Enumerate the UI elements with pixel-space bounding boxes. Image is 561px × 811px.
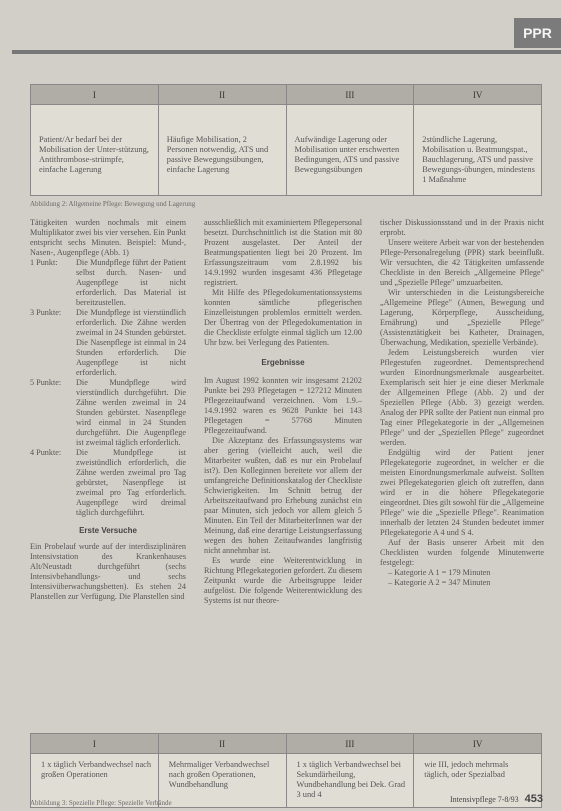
point-text: Die Mundpflege ist vierstündlich erforderlich. Die Zähne werden zweimal in 24 Stunden gebürstet. Die Nasenpflege ist einmal in 24 Stunden erforderlich. Die Augenpflege ist nicht erforderlich. [76, 308, 186, 377]
table-cell: 1 x täglich Verbandwechsel bei Sekundärheilung, Wundbehandlung bei Dek. Grad 3 und 4 [286, 754, 414, 807]
table-cell: 2stündliche Lagerung, Mobilisation u. Beatmungspat., Bauchlagerung, ATS und passive Bewegungs-übungen, mindestens 1 Maßnahme [413, 105, 541, 195]
paragraph: Die Akzeptanz des Erfassungssystems war aber gering (vielleicht auch, weil die Mitarbeiter wußten, daß es nur ein Probelauf ist?). Den Kolleginnen bereitete vor allem der umfangreiche Definitionskatalog der Checkliste Schwierigkeiten. Im Schnitt betrug der Arbeitszeitaufwand pro Erhebung zunächst ein paar Minuten, sich jedoch vor allem gleich 5 Minuten. Ein Teil der MitarbeiterInnen war der Meinung, daß eine derartige Leistungserfassung wegen des hohen Zeitaufwandes langfristig nicht annehmbar ist. [204, 436, 362, 555]
point-text: Die Mundpflege wird vierstündlich durchgeführt. Die Zähne werden zweimal in 24 Stunden gebürstet. Nasenpflege wird einmal in 24 Stunden durchgeführt. Die Augenpflege ist zweimal täglich erforderlich. [76, 378, 186, 447]
page-number: 453 [524, 793, 543, 805]
table-header-cell: III [286, 734, 414, 753]
list-item: – Kategorie A 2 = 347 Minuten [388, 578, 544, 588]
point-item [30, 378, 186, 448]
page-footer [450, 793, 543, 805]
header-rule [12, 50, 561, 54]
paragraph: Ein Probelauf wurde auf der interdisziplinären Intensivstation des Krankenhauses Alt/Neustadt durchgeführt (sechs Intensivbehandlungs- und sechs Intensivüberwachungsbetten). Es stehen 24 Planstellen zur Verfügung. Die Planstellen sind [30, 542, 186, 601]
table-cell: 1 x täglich Verbandwechsel nach großen Operationen [41, 760, 152, 779]
section-heading: Erste Versuche [79, 526, 137, 535]
minutes-list [380, 568, 544, 588]
point-label: 1 Punkt: [30, 258, 58, 267]
figure-caption: Abbildung 2: Allgemeine Pflege: Bewegung und Lagerung [30, 200, 196, 208]
table-cell: Mehrmaliger Verbandwechsel nach großen Operationen, Wundbehandlung [158, 754, 286, 807]
paragraph: Es wurde eine Weiterentwicklung in Richtung Pflegekategorien gefordert. Zu diesem Zeitpunkt wurde die Arbeitsgruppe leider aufgelöst. Die folgende Weiterentwicklung des Systems ist nur theore- [204, 556, 363, 605]
table-general-care [30, 84, 542, 196]
table-cell: Aufwändige Lagerung oder Mobilisation unter erschwerten Bedingungen, ATS und passive Bewegungsübungen [286, 105, 414, 195]
table-header-cell: IV [413, 734, 541, 753]
table-cell: Patient/Ar bedarf bei der Mobilisation der Unter-stützung, Antithrombose-strümpfe, einfache Lagerung [39, 135, 149, 174]
table-header-cell: I [92, 739, 96, 749]
table-header-cell: I [92, 90, 96, 100]
paragraph: Auf der Basis unserer Arbeit mit den Checklisten wurden folgende Minutenwerte festgelegt: [380, 538, 544, 567]
journal-name: Intensivpflege 7-8/93 [449, 795, 519, 804]
text-column-1 [30, 218, 186, 602]
table-header-row [31, 85, 541, 105]
table-cell: Häufige Mobilisation, 2 Personen notwendig, ATS und passive Bewegungsübungen, einfache Lagerung [158, 105, 286, 195]
section-tab: PPR [514, 18, 561, 48]
section-heading: Ergebnisse [261, 358, 305, 367]
point-item [30, 308, 186, 378]
paragraph: Endgültig wird der Patient jener Pflegekategorie zugeordnet, in welcher er die meisten Einordnungsmerkmale aufweist. Sollten zwei Pflegekategorien gleich oft zutreffen, dann wird er in die höhere Pflegekategorie eingeordnet. Dies gilt sowohl für die „Allgemeine Pflege" wie die „Spezielle Pflege". Reanimation innerhalb der letzten 24 Stunden bedeutet immer Pflegekategorie A 4 und S 4. [380, 448, 544, 537]
paragraph: ausschließlich mit examiniertem Pflegepersonal besetzt. Durchschnittlich ist die Station mit 80 Prozent ausgelastet. Der Anteil der Beatmungspatienten liegt bei 20 Prozent. Im Erfassungszeitraum vom 2.8.1992 bis 14.9.1992 wurden insgesamt 436 Pflegetage registriert. [204, 218, 362, 287]
table-header-cell: IV [413, 85, 541, 104]
table-row [31, 105, 541, 195]
paragraph: Mit Hilfe des Pflegedokumentationssystems konnten sämtliche pflegerischen Einzelleistungen problemlos ermittelt werden. Der Übertrag von der Pflegedokumentation in die Checkliste erfolgte einmal täglich um 12.00 Uhr bzw. bei Verlegung des Patienten. [204, 288, 362, 347]
table-header-cell: II [158, 85, 286, 104]
table-header-cell: III [286, 85, 414, 104]
figure-caption: Abbildung 3: Spezielle Pflege: Spezielle Verbände [30, 799, 172, 807]
list-item: – Kategorie A 1 = 179 Minuten [388, 568, 544, 578]
point-text: Die Mundpflege führt der Patient selbst durch. Nasen- und Augenpflege ist nicht erforderlich. Das Material ist bereitzustellen. [76, 258, 186, 307]
text-column-3 [380, 218, 544, 588]
point-label: 4 Punkte: [30, 448, 62, 457]
paragraph: Unsere weitere Arbeit war von der bestehenden Pflege-Personalregelung (PPR) stark beeinflußt. Wir versuchten, die 42 Tätigkeiten umfassende Checkliste in den Bereich „Allgemeine Pflege" und „Spezielle Pflege" umzuarbeiten. [380, 238, 544, 287]
point-text: Die Mundpflege ist zweistündlich erforderlich, die Zähne werden zweimal pro Tag gebürstet, Nasenpflege ist zweimal pro Tag erforderlich. Augenpflege wird dreimal täglich durchgeführt. [76, 448, 186, 517]
table-cell: wie III, jedoch mehrmals täglich, oder Spezialbad [413, 754, 541, 807]
point-item [30, 448, 186, 518]
point-label: 5 Punkte: [30, 378, 62, 387]
paragraph: Tätigkeiten wurden nochmals mit einem Multiplikator zwei bis vier versehen. Ein Punkt entspricht sechs Minuten. Beispiel: Mund-, Nasen-, Augenpflege (Abb. 1) [30, 218, 186, 257]
paragraph: Wir unterschieden in die Leistungsbereiche „Allgemeine Pflege" (Atmen, Bewegung und Lagerung, Körperpflege, Ausscheidung, Ernährung) und „Spezielle Pflege" (Assistenztätigkeit bei Katheter, Drainagen, Überwachung, Medikation, spezielle Verbände). [380, 288, 544, 347]
point-label: 3 Punkte: [30, 308, 62, 317]
table-header-cell: II [158, 734, 286, 753]
text-column-2 [204, 218, 362, 606]
paragraph: tischer Diskussionsstand und in der Praxis nicht erprobt. [380, 218, 544, 237]
paragraph: Jedem Leistungsbereich wurden vier Pflegestufen zugeordnet. Dementsprechend wurden Einordnungsmerkmale ausgearbeitet. Exemplarisch seit hier je eine dieser Merkmale der Allgemeinen Pflege (Abb. 2) und der Speziellen Pflege (Abb. 3) gezeigt werden. Analog der PPR sollte der Patient nun einmal pro Tag einer Pflegekategorie in der „Allgemeinen Pflege" und der „Speziellen Pflege" zugeordnet werden. [380, 348, 544, 447]
point-item [30, 258, 186, 308]
paragraph: Im August 1992 konnten wir insgesamt 21202 Punkte bei 293 Pflegetagen = 127212 Minuten Pflegezeitaufwand verzeichnen. Vom 1.9.–14.9.1992 waren es 9628 Punkte bei 143 Pflegetagen = 57768 Minuten Pflegezeitaufwand. [204, 376, 362, 435]
table-header-row [31, 734, 541, 754]
